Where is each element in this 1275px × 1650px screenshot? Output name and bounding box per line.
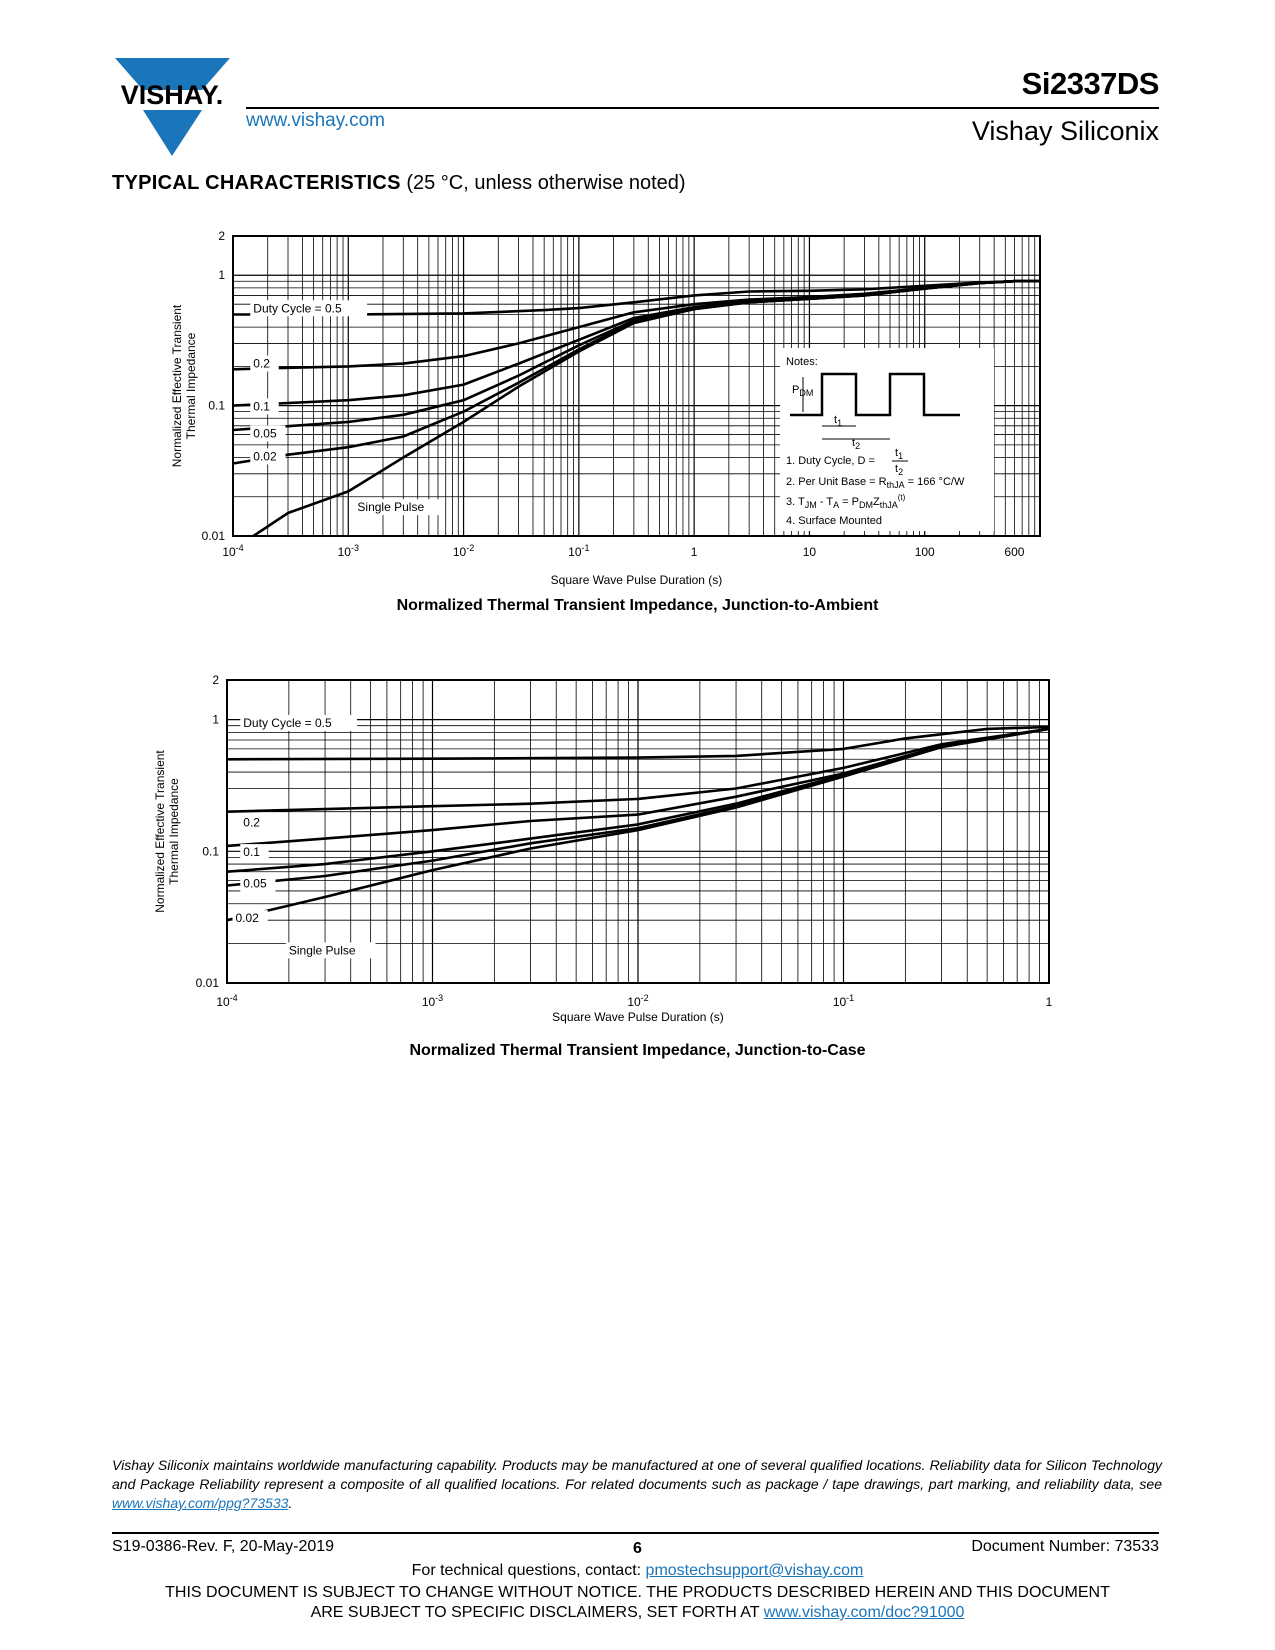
footer-rule bbox=[112, 1532, 1159, 1534]
document-number: Document Number: 73533 bbox=[971, 1538, 1159, 1555]
series-label: 0.05 bbox=[243, 876, 267, 891]
chart2-title: Normalized Thermal Transient Impedance, Junction-to-Case bbox=[409, 1042, 866, 1059]
y-tick-label: 1 bbox=[218, 268, 225, 283]
x-tick-label bbox=[222, 543, 243, 559]
note-2-pre: 2. Per Unit Base = R bbox=[786, 476, 887, 488]
contact-line bbox=[0, 1562, 1275, 1580]
document-revision: S19-0386-Rev. F, 20-May-2019 bbox=[112, 1538, 335, 1555]
y-tick-label: 0.1 bbox=[208, 398, 225, 413]
x-tick-base: 10 bbox=[802, 545, 817, 559]
x-tick-exponent: -2 bbox=[640, 993, 649, 1003]
disclaimer-text: ARE SUBJECT TO SPECIFIC DISCLAIMERS, SET FORTH AT bbox=[310, 1604, 764, 1621]
series-label: 0.2 bbox=[243, 815, 260, 830]
disclaimer-link[interactable]: www.vishay.com/doc?91000 bbox=[763, 1604, 965, 1621]
t1-t: t bbox=[834, 414, 838, 426]
x-tick-label bbox=[627, 993, 648, 1009]
note-3-b: - T bbox=[816, 496, 834, 508]
x-tick-label bbox=[803, 545, 817, 559]
y-tick-label: 2 bbox=[218, 229, 225, 243]
series-label: 0.05 bbox=[253, 426, 277, 441]
manufacturing-note bbox=[112, 1456, 1162, 1513]
x-tick-label bbox=[422, 993, 443, 1009]
note-1: 1. Duty Cycle, D = bbox=[786, 455, 875, 467]
x-tick-base: 1 bbox=[690, 545, 698, 559]
x-tick-base: 10 bbox=[568, 545, 582, 559]
t2-t: t bbox=[852, 437, 856, 449]
y-axis-label-line1: Normalized Effective Transient bbox=[153, 750, 167, 913]
x-tick-label bbox=[1004, 545, 1024, 559]
pdm-sub: DM bbox=[799, 388, 814, 398]
x-tick-label bbox=[453, 543, 474, 559]
x-tick-base: 10 bbox=[216, 995, 230, 1009]
x-tick-label bbox=[915, 545, 935, 559]
x-tick-base: 10 bbox=[627, 995, 641, 1009]
section-title-rest: (25 °C, unless otherwise noted) bbox=[406, 172, 686, 194]
x-tick-base: 10 bbox=[337, 545, 351, 559]
t2-sub: 2 bbox=[855, 441, 861, 451]
page-number: 6 bbox=[633, 1540, 642, 1557]
manufacturing-note-end: . bbox=[288, 1495, 293, 1511]
x-axis-label: Square Wave Pulse Duration (s) bbox=[550, 573, 723, 587]
x-tick-label bbox=[216, 993, 237, 1009]
contact-email-link[interactable]: pmostechsupport@vishay.com bbox=[645, 1562, 864, 1579]
x-tick-base: 600 bbox=[1004, 545, 1025, 559]
y-tick-label: 0.01 bbox=[201, 529, 225, 543]
t1-sub: 1 bbox=[837, 418, 843, 428]
x-tick-exponent: -1 bbox=[581, 543, 590, 553]
x-tick-exponent: -3 bbox=[435, 993, 444, 1003]
y-axis-label-line1: Normalized Effective Transient bbox=[170, 304, 184, 468]
series-label: 0.1 bbox=[253, 399, 270, 414]
x-tick-base: 100 bbox=[914, 545, 935, 559]
x-tick-base: 10 bbox=[222, 545, 236, 559]
logo-text: VISHAY. bbox=[120, 80, 224, 110]
contact-text: For technical questions, contact: bbox=[411, 1562, 646, 1579]
note-3-d: Z bbox=[872, 496, 880, 508]
series-label: 0.02 bbox=[253, 449, 277, 464]
note-4: 4. Surface Mounted bbox=[786, 515, 883, 527]
note-3-d-sub: thJA bbox=[879, 500, 898, 510]
x-axis-label: Square Wave Pulse Duration (s) bbox=[552, 1010, 724, 1024]
y-axis-label-line2: Thermal Impedance bbox=[184, 332, 198, 440]
den-sub: 2 bbox=[898, 467, 904, 477]
series-label: 0.02 bbox=[235, 911, 259, 926]
y-tick-label: 1 bbox=[212, 712, 219, 727]
y-tick-label: 2 bbox=[212, 673, 219, 687]
manufacturing-note-text: Vishay Siliconix maintains worldwide manufacturing capability. Products may be manufactured at one of several qualified locations. Reliability data for Silicon Technology and Package Reliability represent a composite of all qualified locations. For related documents such as package / tape drawings, part marking, and reliability data, see bbox=[112, 1457, 1162, 1492]
den-t: t bbox=[895, 463, 899, 475]
note-2-post: = 166 °C/W bbox=[904, 476, 965, 488]
note-3-a-sub: JM bbox=[804, 500, 817, 510]
num-sub: 1 bbox=[898, 451, 904, 461]
num-t: t bbox=[895, 447, 899, 459]
note-2 bbox=[786, 476, 965, 490]
company-name: Vishay Siliconix bbox=[971, 116, 1159, 146]
x-tick-exponent: -4 bbox=[229, 993, 238, 1003]
note-3-sup: (t) bbox=[897, 493, 906, 502]
vishay-url[interactable]: www.vishay.com bbox=[246, 110, 386, 131]
chart1-title: Normalized Thermal Transient Impedance, Junction-to-Ambient bbox=[396, 597, 879, 614]
y-tick-label: 0.01 bbox=[195, 976, 219, 990]
x-tick-base: 1 bbox=[1045, 995, 1053, 1009]
x-tick-base: 10 bbox=[452, 545, 467, 559]
note-2-sub: thJA bbox=[886, 480, 905, 490]
pdm-p: P bbox=[792, 384, 800, 396]
note-3-a: 3. T bbox=[786, 496, 805, 508]
disclaimer-line-1: THIS DOCUMENT IS SUBJECT TO CHANGE WITHOUT NOTICE. THE PRODUCTS DESCRIBED HEREIN AND THIS DOCUMENT bbox=[165, 1584, 1110, 1601]
series-label: Single Pulse bbox=[288, 943, 356, 958]
part-number: Si2337DS bbox=[1021, 66, 1159, 101]
x-tick-exponent: -2 bbox=[466, 543, 475, 553]
note-3-c-sub: DM bbox=[858, 500, 873, 510]
y-axis-label-line2: Thermal Impedance bbox=[167, 778, 181, 885]
notes-box bbox=[780, 348, 994, 531]
x-tick-label bbox=[568, 543, 589, 559]
note-3-c: = P bbox=[839, 496, 859, 508]
series-label: Single Pulse bbox=[357, 500, 425, 515]
section-title-bold: TYPICAL CHARACTERISTICS bbox=[112, 172, 401, 194]
notes-heading: Notes: bbox=[786, 356, 818, 368]
series-label: 0.2 bbox=[253, 356, 270, 371]
ppg-link[interactable]: www.vishay.com/ppg?73533 bbox=[112, 1495, 289, 1511]
x-tick-label bbox=[1046, 995, 1053, 1009]
disclaimer-line-2 bbox=[0, 1604, 1275, 1622]
series-label: 0.1 bbox=[243, 845, 260, 860]
x-tick-exponent: -4 bbox=[235, 543, 244, 553]
x-tick-label bbox=[833, 993, 854, 1009]
x-tick-exponent: -1 bbox=[846, 993, 855, 1003]
note-3-b-sub: A bbox=[833, 500, 840, 510]
chart-junction-to-ambient bbox=[0, 0, 1275, 640]
series-label: Duty Cycle = 0.5 bbox=[253, 301, 342, 316]
x-tick-base: 10 bbox=[832, 995, 847, 1009]
x-tick-base: 10 bbox=[421, 995, 436, 1009]
series-label: Duty Cycle = 0.5 bbox=[243, 715, 332, 730]
chart-junction-to-case bbox=[0, 640, 1275, 1060]
y-tick-label: 0.1 bbox=[202, 844, 219, 859]
x-tick-exponent: -3 bbox=[350, 543, 359, 553]
x-tick-label bbox=[691, 545, 698, 559]
x-tick-label bbox=[338, 543, 359, 559]
